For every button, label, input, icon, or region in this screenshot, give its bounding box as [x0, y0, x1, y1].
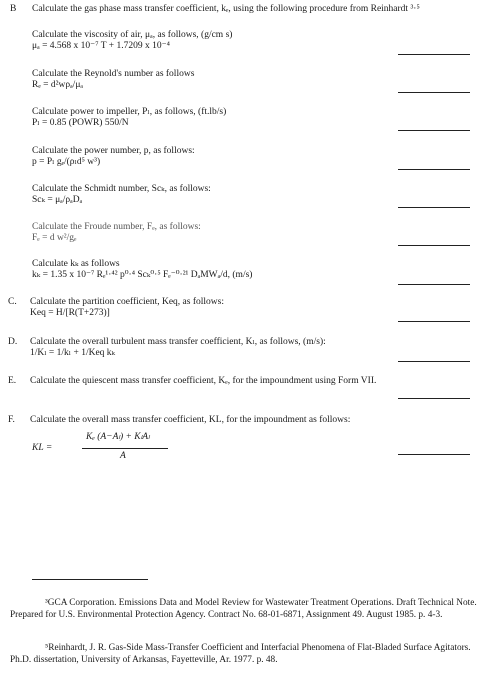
section-d-letter: D.: [8, 337, 18, 347]
section-b-letter: B: [10, 4, 17, 14]
answer-line-power-impeller[interactable]: [398, 130, 470, 131]
section-d-formula: 1/Kₗ = 1/kₗ + 1/Keq kₖ: [30, 348, 116, 358]
section-c-letter: C.: [8, 297, 17, 307]
footnote-gca: ³GCA Corporation. Emissions Data and Model Review for Wastewater Treatment Operations. Draft Technical Note. Prepared for U.S. Environmental Protection Agency. Contract No. 68-01-6871, Assignment 49. August 1985. p. 4-3.: [10, 598, 477, 620]
answer-line-kl-turbulent[interactable]: [398, 361, 470, 362]
answer-line-schmidt[interactable]: [398, 207, 470, 208]
answer-line-kl-overall[interactable]: [398, 454, 470, 455]
kl-denominator: A: [120, 451, 126, 461]
step-froude-formula: Fₑ = d w²/gₑ: [32, 233, 77, 243]
step-reynolds-formula: Rₑ = d²wρₐ/μₐ: [32, 80, 84, 90]
footnote-reinhardt: ⁵Reinhardt, J. R. Gas-Side Mass-Transfer Coefficient and Interfacial Phenomena of Flat-Bladed Surface Agitators. Ph.D. dissertation, University of Arkansas, Fayetteville, Ar. 1977. p. 48.: [10, 643, 471, 665]
step-viscosity-title: Calculate the viscosity of air, μₐ, as follows, (g/cm s): [32, 30, 233, 40]
section-b-intro: Calculate the gas phase mass transfer coefficient, kₑ, using the following procedure from Reinhardt ³·⁵: [32, 4, 420, 14]
step-schmidt-formula: Scₖ = μₐ/ρₐDₐ: [32, 195, 83, 205]
answer-line-viscosity[interactable]: [398, 54, 470, 55]
step-power-impeller-formula: Pₗ = 0.85 (POWR) 550/N: [32, 118, 129, 128]
step-viscosity-formula: μₐ = 4.568 x 10⁻⁷ T + 1.7209 x 10⁻⁴: [32, 41, 170, 51]
kl-fraction-bar: [82, 448, 168, 449]
section-e-title: Calculate the quiescent mass transfer coefficient, Kₑ, for the impoundment using Form VII.: [30, 376, 377, 386]
section-d-title: Calculate the overall turbulent mass transfer coefficient, Kₗ, as follows, (m/s):: [30, 337, 326, 347]
footnote-separator: [32, 579, 148, 580]
answer-line-keq[interactable]: [398, 321, 470, 322]
answer-line-kq[interactable]: [398, 398, 470, 399]
answer-line-froude[interactable]: [398, 245, 470, 246]
step-power-impeller-title: Calculate power to impeller, Pₗ, as follows, (ft.lb/s): [32, 107, 227, 117]
section-e-letter: E.: [8, 376, 17, 386]
step-kg-formula: kₖ = 1.35 x 10⁻⁷ Rₑ¹·⁴² p⁰·⁴ Scₖ⁰·⁵ Fₑ⁻⁰·²¹ DₐMWₐ/d, (m/s): [32, 270, 253, 280]
step-reynolds-title: Calculate the Reynold's number as follows: [32, 69, 195, 79]
answer-line-reynolds[interactable]: [398, 92, 470, 93]
step-schmidt-title: Calculate the Schmidt number, Scₖ, as follows:: [32, 184, 211, 194]
step-power-number-title: Calculate the power number, p, as follows:: [32, 146, 195, 156]
section-f-letter: F.: [8, 415, 15, 425]
step-power-number-formula: p = Pₗ gₑ/(ρₗd⁵ w³): [32, 157, 101, 167]
section-c-title: Calculate the partition coefficient, Keq, as follows:: [30, 297, 224, 307]
step-kg-title: Calculate kₖ as follows: [32, 259, 120, 269]
kl-numerator: Kₑ (A−Aₗ) + KₗAₗ: [86, 432, 150, 442]
answer-line-kg[interactable]: [398, 284, 470, 285]
section-f-title: Calculate the overall mass transfer coefficient, KL, for the impoundment as follows:: [30, 415, 351, 425]
section-c-formula: Keq = H/[R(T+273)]: [30, 308, 110, 318]
answer-line-power-number[interactable]: [398, 169, 470, 170]
step-froude-title: Calculate the Froude number, Fₑ, as follows:: [32, 222, 201, 232]
kl-lhs: KL =: [32, 443, 53, 453]
